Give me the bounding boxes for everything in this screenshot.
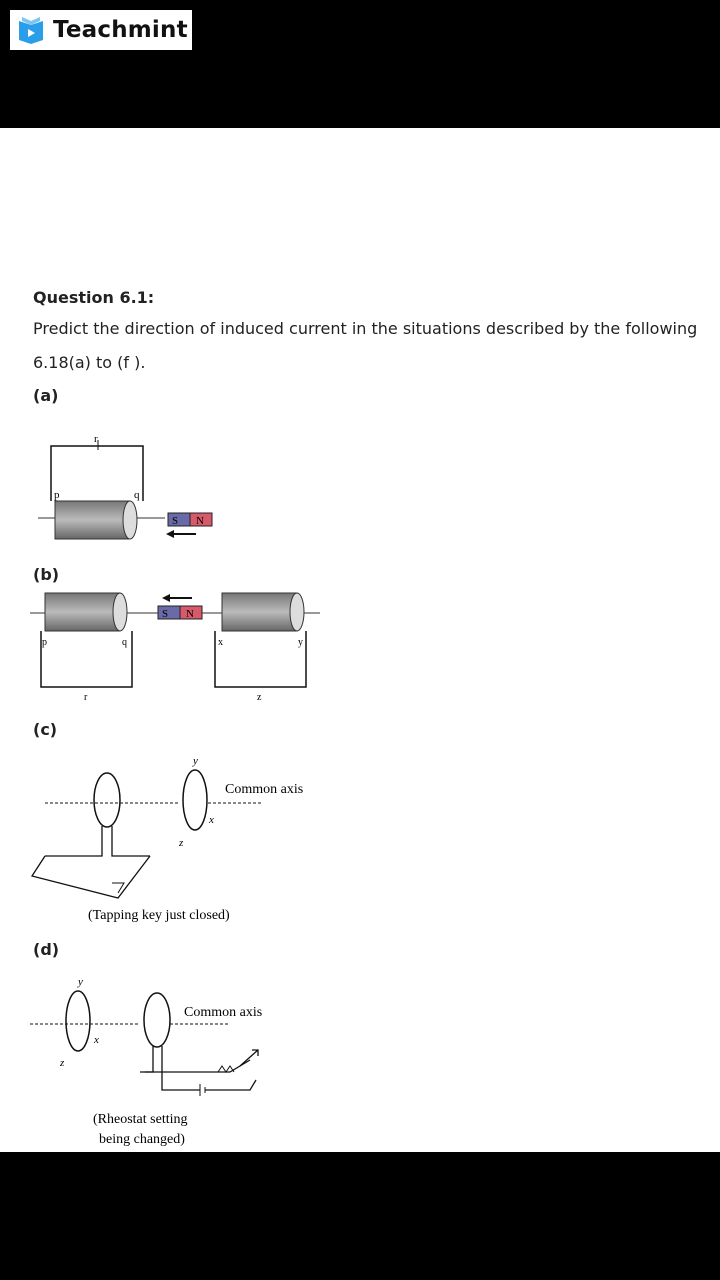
common-axis-label: Common axis [184, 1005, 263, 1020]
figure-c [0, 748, 360, 933]
figure-b [0, 588, 360, 708]
part-d-label: (d) [33, 940, 60, 959]
caption-d-line1: (Rheostat setting [93, 1112, 188, 1127]
teachmint-book-icon [16, 15, 46, 45]
label-x: x [94, 1034, 99, 1046]
part-a-label: (a) [33, 386, 59, 405]
brand-name: Teachmint [53, 17, 188, 43]
label-z: z [60, 1057, 65, 1069]
label-x: x [209, 814, 214, 826]
label-r: r [94, 433, 98, 445]
bottom-bar [0, 1152, 720, 1280]
label-z: z [179, 837, 184, 849]
question-text-line1: Predict the direction of induced current in the situations described by the following [33, 319, 698, 338]
label-z: z [257, 692, 262, 703]
teachmint-logo [10, 10, 192, 50]
label-y: y [298, 637, 303, 648]
caption-c: (Tapping key just closed) [88, 908, 230, 923]
question-title: Question 6.1: [33, 288, 155, 307]
caption-d-line2: being changed) [99, 1132, 185, 1147]
label-y: y [193, 755, 198, 767]
common-axis-label: Common axis [225, 782, 304, 797]
figure-d [0, 968, 360, 1152]
magnet-s: S [172, 515, 179, 527]
label-p: p [54, 489, 60, 501]
label-p: p [42, 637, 47, 648]
label-q: q [122, 637, 127, 648]
part-b-label: (b) [33, 565, 60, 584]
document-page [0, 128, 720, 1152]
label-r: r [84, 692, 88, 703]
magnet-n: N [186, 608, 194, 620]
magnet-s: S [162, 608, 169, 620]
magnet-n: N [196, 515, 204, 527]
label-x: x [218, 637, 223, 648]
part-c-label: (c) [33, 720, 58, 739]
label-q: q [134, 489, 140, 501]
top-bar [0, 0, 720, 128]
question-text-line2: 6.18(a) to (f ). [33, 353, 146, 372]
label-y: y [78, 976, 83, 988]
figure-a [0, 428, 360, 558]
